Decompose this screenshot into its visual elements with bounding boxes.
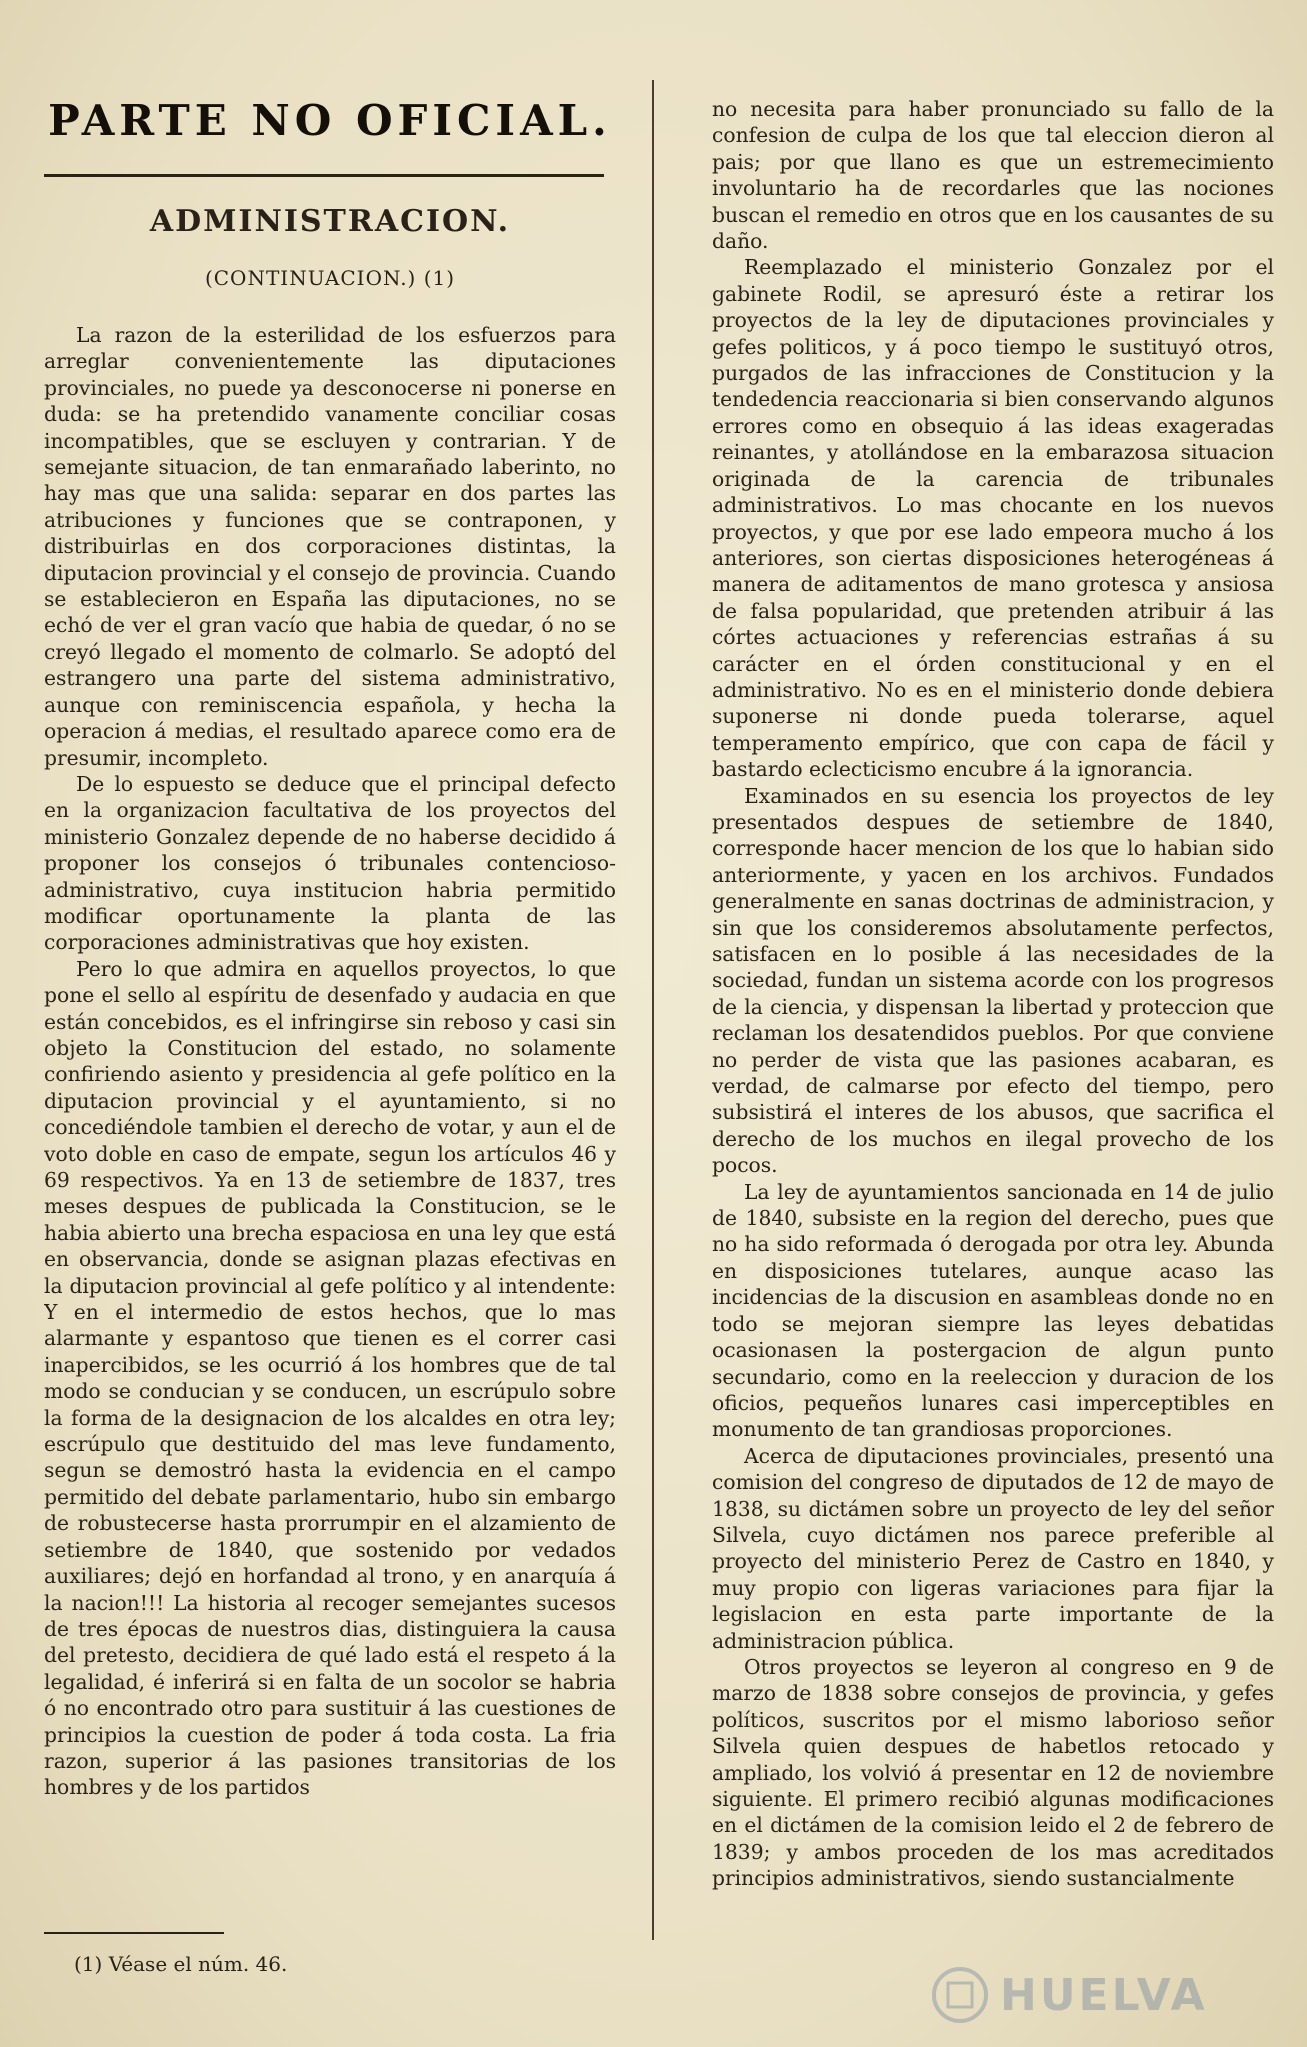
paragraph: La ley de ayuntamientos sancionada en 14 de julio de 1840, subsiste en la region del derecho, pues que no ha sido reformada ó derogada por otra ley. Abunda en disposiciones tutelares, aunque acaso las incidencias de la discusion en asambleas donde no en todo se mejoran siempre las leyes debatidas ocasionasen la postergacion de algun punto secundario, como en la reeleccion y duracion de los oficios, pequeños lunares casi imperceptibles en monumento de tan grandiosas proporciones. bbox=[712, 1179, 1274, 1442]
paragraph: Acerca de diputaciones provinciales, presentó una comision del congreso de diputados de 12 de mayo de 1838, su dictámen sobre un proyecto de ley del señor Silvela, cuyo dictámen nos parece preferible al proyecto del ministerio Perez de Castro en 1840, y muy propio con ligeras variaciones para fijar la legislacion en esta parte importante de la administracion pública. bbox=[712, 1443, 1274, 1653]
seal-icon bbox=[930, 1965, 990, 2025]
top-rule bbox=[44, 174, 604, 177]
watermark-text: HUELVA bbox=[1000, 1969, 1208, 2021]
column-divider bbox=[652, 80, 654, 1940]
paragraph: Reemplazado el ministerio Gonzalez por el gabinete Rodil, se apresuró éste a retirar los proyectos de la ley de diputaciones provinciales y gefes politicos, y á poco tiempo le sustituyó otros, purgados de las infracciones de Constitucion y la tendedencia reaccionaria si bien conservando algunos errores como en obsequio á las ideas exageradas reinantes, y atollándose en la embarazosa situacion originada de la carencia de tribunales administrativos. Lo mas chocante en los nuevos proyectos, y que por ese lado empeora mucho á los anteriores, son ciertas disposiciones heterogéneas á manera de aditamentos de mano grotesca y ansiosa de falsa popularidad, que pretenden atribuir á las córtes actuaciones y referencias estrañas á su carácter en el órden constitucional y en el administrativo. No es en el ministerio donde debiera suponerse ni donde pueda tolerarse, aquel temperamento empírico, que con capa de fácil y bastardo eclecticismo encubre á la ignorancia. bbox=[712, 255, 1274, 782]
section-title: ADMINISTRACION. bbox=[149, 204, 511, 239]
paragraph: Otros proyectos se leyeron al congreso en 9 de marzo de 1838 sobre consejos de provincia, y gefes políticos, suscritos por el mismo laborioso señor Silvela quien despues de habetlos retocado y ampliado, los volvió á presentar en 12 de noviembre siguiente. El primero recibió algunas modificaciones en el dictámen de la comision leido el 2 de febrero de 1839; y ambos proceden de los mas acreditados principios administrativos, siendo sustancialmente bbox=[712, 1654, 1274, 1891]
paragraph: no necesita para haber pronunciado su fallo de la confesion de culpa de los que tal eleccion dieron al pais; por que llano es que un estremecimiento involuntario ha de recordarles que las nociones buscan el remedio en otros que en los causantes de su daño. bbox=[712, 97, 1274, 254]
right-column bbox=[712, 96, 1274, 1996]
masthead: PARTE NO OFICIAL. bbox=[48, 96, 612, 145]
subtitle: (CONTINUACION.) (1) bbox=[204, 266, 456, 290]
paragraph: La razon de la esterilidad de los esfuerzos para arreglar convenientemente las diputaciones provinciales, no puede ya desconocerse ni ponerse en duda: se ha pretendido vanamente conciliar cosas incompatibles, que se escluyen y contrarian. Y de semejante situacion, de tan enmarañado laberinto, no hay mas que una salida: separar en dos partes las atribuciones y funciones que se contraponen, y distribuirlas en dos corporaciones distintas, la diputacion provincial y el consejo de provincia. Cuando se establecieron en España las diputaciones, no se echó de ver el gran vacío que habia de quedar, ó no se creyó llegado el momento de colmarlo. Se adoptó del estrangero una parte del sistema administrativo, aunque con reminiscencia española, y hecha la operacion á medias, el resultado aparece como era de presumir, incompleto. bbox=[44, 323, 616, 770]
paragraph: Pero lo que admira en aquellos proyectos, lo que pone el sello al espíritu de desenfado y audacia en que están concebidos, es el infringirse sin reboso y casi sin objeto la Constitucion del estado, no solamente confiriendo asiento y presidencia al gefe político en la diputacion provincial y el ayuntamiento, si no concediéndole tambien el derecho de votar, y aun el de voto doble en caso de empate, segun los artículos 46 y 69 respectivos. Ya en 13 de setiembre de 1837, tres meses despues de publicada la Constitucion, se le habia abierto una brecha espaciosa en una ley que está en observancia, donde se asignan plazas efectivas en la diputacion provincial al gefe político y al intendente: Y en el intermedio de estos hechos, que lo mas alarmante y espantoso que tienen es el correr casi inapercibidos, se les ocurrió á los hombres que de tal modo se conducian y se conducen, un escrúpulo sobre la forma de la designacion de los alcaldes en otra ley; escrúpulo que destituido del mas leve fundamento, segun se demostró hasta la evidencia en el campo permitido del debate parlamentario, hubo sin embargo de robustecerse hasta prorrumpir en el alzamiento de setiembre de 1840, que sostenido por vedados auxiliares; dejó en horfandad al trono, y en anarquía á la nacion!!! La historia al recoger semejantes sucesos de tres épocas de nuestros dias, distinguiera la causa del pretesto, decidiera de qué lado está el respeto á la legalidad, é inferirá si en falta de un socolor se habria ó no encontrado otro para sustituir á las cuestiones de principios la cuestion de poder á toda costa. La fria razon, superior á las pasiones transitorias de los hombres y de los partidos bbox=[44, 956, 616, 1800]
paragraph: De lo espuesto se deduce que el principal defecto en la organizacion facultativa de los proyectos del ministerio Gonzalez depende de no haberse decidido á proponer los consejos ó tribunales contencioso-administrativo, cuya institucion habria permitido modificar oportunamente la planta de las corporaciones administrativas que hoy existen. bbox=[44, 771, 616, 955]
footnote: (1) Véase el núm. 46. bbox=[74, 1952, 288, 1976]
left-column bbox=[44, 322, 616, 1922]
paragraph: Examinados en su esencia los proyectos de ley presentados despues de setiembre de 1840, corresponde hacer mencion de los que lo habian sido anteriormente, y yacen en los archivos. Fundados generalmente en sanas doctrinas de administracion, y sin que los consideremos absolutamente perfectos, satisfacen en lo posible á las necesidades de la sociedad, fundan un sistema acorde con los progresos de la ciencia, y dispensan la libertad y proteccion que reclaman los desatendidos pueblos. Por que conviene no perder de vista que las pasiones acabaran, es verdad, de calmarse por efecto del tiempo, pero subsistirá el interes de los abusos, que sacrifica el derecho de los muchos en ilegal provecho de los pocos. bbox=[712, 783, 1274, 1178]
library-watermark bbox=[930, 1960, 1250, 2030]
footnote-rule bbox=[44, 1932, 224, 1934]
